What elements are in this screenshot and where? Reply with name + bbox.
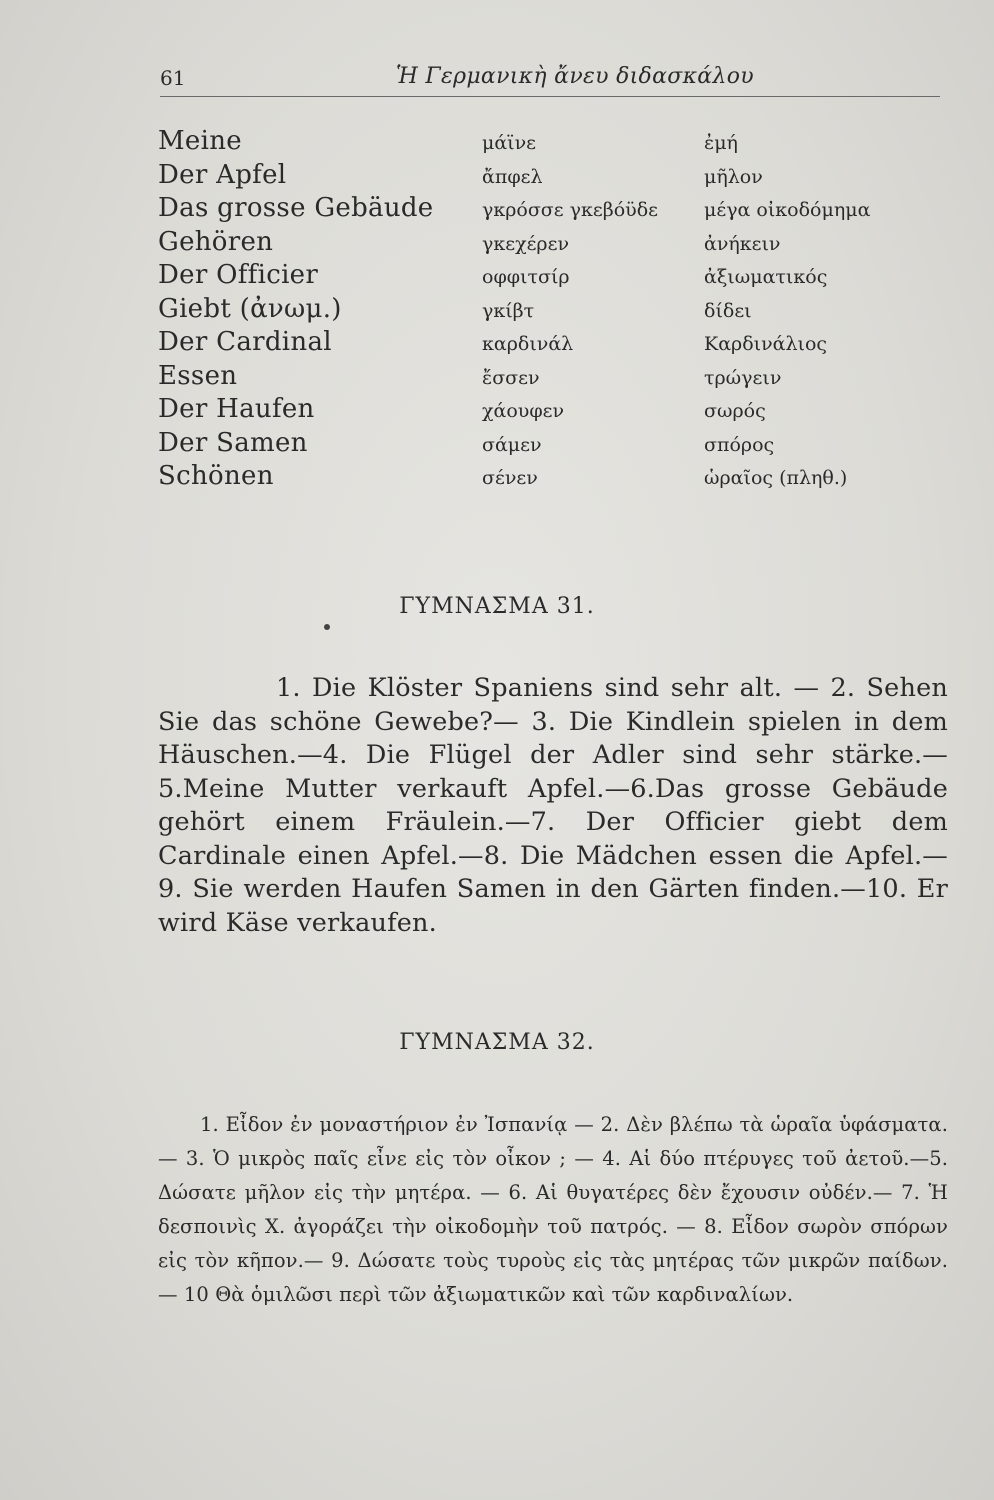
vocab-greek: μῆλον <box>704 165 763 188</box>
vocab-german: Der Apfel <box>158 159 287 190</box>
vocab-pronunciation: γκρόσσε γκεβόϋδε <box>482 199 658 221</box>
vocab-greek: ἐμή <box>704 132 738 154</box>
vocab-german: Schönen <box>158 461 274 491</box>
vocab-pronunciation: σένεν <box>482 467 538 489</box>
vocabulary-list <box>158 126 938 495</box>
vocab-greek: ὡραῖος (πληθ.) <box>704 467 848 489</box>
vocab-greek: τρώγειν <box>704 366 782 389</box>
vocab-row <box>158 227 938 261</box>
vocab-row <box>158 361 938 395</box>
vocab-german: Das grosse Gebäude <box>158 193 434 223</box>
vocab-greek: σωρός <box>704 400 766 422</box>
vocab-greek: μέγα οἰκοδόμημα <box>704 199 871 221</box>
vocab-pronunciation: μάϊνε <box>482 132 537 154</box>
vocab-german: Meine <box>158 126 242 156</box>
page-header <box>160 62 940 102</box>
vocab-pronunciation: χάουφεν <box>482 400 565 422</box>
ink-speck <box>324 624 330 630</box>
vocab-row <box>158 428 938 462</box>
vocab-german: Essen <box>158 360 238 391</box>
vocab-german: Giebt (ἀνωμ.) <box>158 293 342 324</box>
vocab-german: Der Cardinal <box>158 327 332 357</box>
vocab-greek: δίδει <box>704 299 752 322</box>
vocab-pronunciation: σάμεν <box>482 433 542 456</box>
vocab-greek: Καρδινάλιος <box>704 333 828 355</box>
running-title: Ἡ Γερμανικὴ ἄνευ διδασκάλου <box>396 64 754 89</box>
header-rule <box>160 96 940 101</box>
exercise-32-title: ΓΥΜΝΑΣΜΑ 32. <box>399 1030 595 1055</box>
vocab-row <box>158 126 938 160</box>
page-number: 61 <box>160 66 186 90</box>
vocab-pronunciation: γκίβτ <box>482 299 535 322</box>
vocab-row <box>158 260 938 294</box>
exercise-32-text: 1. Εἶδον ἐν μοναστήριον ἐν Ἰσπανίᾳ — 2. Δὲν βλέπω τὰ ὡραῖα ὑφάσματα.— 3. Ὁ μικρὸς παῖς εἶνε εἰς τὸν οἶκον ; — 4. Αἱ δύο πτέρυγες τοῦ ἀετοῦ.—5. Δώσατε μῆλον εἰς τὴν μητέρα. — 6. Αἱ θυγατέρες δὲν ἔχουσιν οὐδέν.— 7. Ἡ δεσποινὶς Χ. ἀγοράζει τὴν οἰκοδομὴν τοῦ πατρός. — 8. Εἶδον σωρὸν σπόρων εἰς τὸν κῆπον.— 9. Δώσατε τοὺς τυροὺς εἰς τὰς μητέρας τῶν μικρῶν παίδων. — 10 Θὰ ὁμιλῶσι περὶ τῶν ἀξιωματικῶν καὶ τῶν καρδιναλίων. <box>158 1113 948 1306</box>
vocab-row <box>158 160 938 194</box>
vocab-greek: ἀξιωματικός <box>704 266 828 288</box>
vocab-row <box>158 327 938 361</box>
vocab-row <box>158 461 938 495</box>
vocab-pronunciation: οφφιτσίρ <box>482 266 570 288</box>
vocab-german: Der Samen <box>158 427 308 458</box>
vocab-german: Der Haufen <box>158 394 315 424</box>
vocab-greek: ἀνήκειν <box>704 232 781 255</box>
vocab-row <box>158 394 938 428</box>
vocab-pronunciation: ἔσσεν <box>482 366 540 389</box>
vocab-row <box>158 193 938 227</box>
vocab-greek: σπόρος <box>704 433 775 456</box>
vocab-row <box>158 294 938 328</box>
vocab-pronunciation: ἄπφελ <box>482 165 543 188</box>
vocab-german: Der Officier <box>158 260 319 290</box>
exercise-31-text: 1. Die Klöster Spaniens sind sehr alt. — 2. Sehen Sie das schöne Gewebe?— 3. Die Kindlein spielen in dem Häuschen.—4. Die Flügel der Adler sind sehr stärke.—5.Meine Mutter verkauft Apfel.—6.Das grosse Gebäude gehört einem Fräulein.—7. Der Officier giebt dem Cardinale einen Apfel.—8. Die Mädchen essen die Apfel.—9. Sie werden Haufen Samen in den Gärten finden.—10. Er wird Käse verkaufen. <box>158 673 948 938</box>
vocab-german: Gehören <box>158 226 274 257</box>
vocab-pronunciation: γκεχέρεν <box>482 232 569 255</box>
exercise-31-title: ΓΥΜΝΑΣΜΑ 31. <box>399 594 595 619</box>
vocab-pronunciation: καρδινάλ <box>482 333 574 355</box>
